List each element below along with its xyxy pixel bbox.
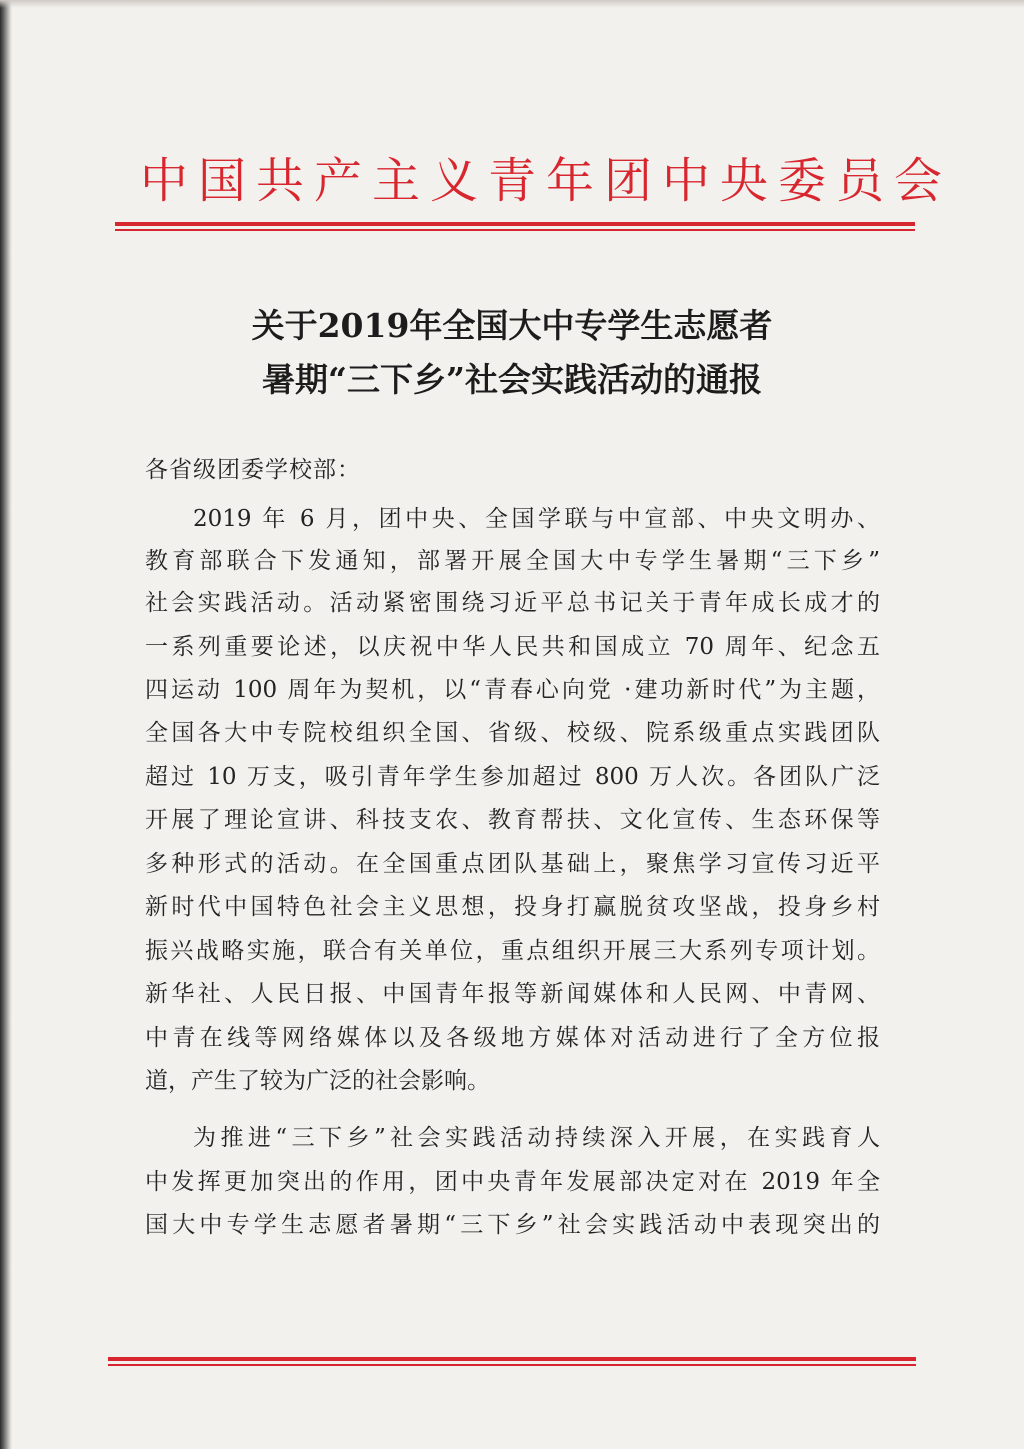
- body-line: 新时代中国特色社会主义思想，投身打赢脱贫攻坚战，投身乡村: [145, 894, 880, 920]
- letterhead-org-name: 中国共产主义青年团中央委员会: [140, 153, 953, 209]
- body-line: 中发挥更加突出的作用，团中央青年发展部决定对在 2019 年全: [145, 1169, 880, 1195]
- letterhead-rule-thin: [115, 229, 915, 231]
- document-title-line-2: 暑期“三下乡”社会实践活动的通报: [262, 360, 762, 399]
- document-title-line-1: 关于2019年全国大中专学生志愿者: [251, 306, 773, 345]
- footer-rule-thick: [108, 1357, 916, 1361]
- body-line: 社会实践活动。活动紧密围绕习近平总书记关于青年成长成才的: [145, 590, 880, 616]
- page-top-shadow: [0, 0, 1024, 8]
- body-line: 四运动 100 周年为契机，以“青春心向党 ·建功新时代”为主题，: [145, 677, 880, 703]
- body-line: 振兴战略实施，联合有关单位，重点组织开展三大系列专项计划。: [145, 938, 880, 964]
- body-line: 国大中专学生志愿者暑期“三下乡”社会实践活动中表现突出的: [145, 1212, 880, 1238]
- body-line: 为推进“三下乡”社会实践活动持续深入开展，在实践育人: [193, 1125, 880, 1151]
- body-line: 全国各大中专院校组织全国、省级、校级、院系级重点实践团队: [145, 720, 880, 746]
- body-line: 教育部联合下发通知，部署开展全国大中专学生暑期“三下乡”: [145, 548, 880, 574]
- letterhead-rule-thick: [115, 222, 915, 226]
- body-line: 道，产生了较为广泛的社会影响。: [145, 1068, 490, 1094]
- body-line: 开展了理论宣讲、科技支农、教育帮扶、文化宣传、生态环保等: [145, 807, 880, 833]
- body-line: 中青在线等网络媒体以及各级地方媒体对活动进行了全方位报: [145, 1025, 880, 1051]
- body-line: 2019 年 6 月，团中央、全国学联与中宣部、中央文明办、: [193, 506, 880, 532]
- body-line: 超过 10 万支，吸引青年学生参加超过 800 万人次。各团队广泛: [145, 764, 880, 790]
- page-edge-shadow: [0, 0, 12, 1449]
- footer-rule-thin: [108, 1364, 916, 1366]
- body-line: 多种形式的活动。在全国重点团队基础上，聚焦学习宣传习近平: [145, 851, 880, 877]
- salutation: 各省级团委学校部：: [145, 457, 361, 483]
- body-line: 一系列重要论述，以庆祝中华人民共和国成立 70 周年、纪念五: [145, 634, 880, 660]
- body-line: 新华社、人民日报、中国青年报等新闻媒体和人民网、中青网、: [145, 981, 880, 1007]
